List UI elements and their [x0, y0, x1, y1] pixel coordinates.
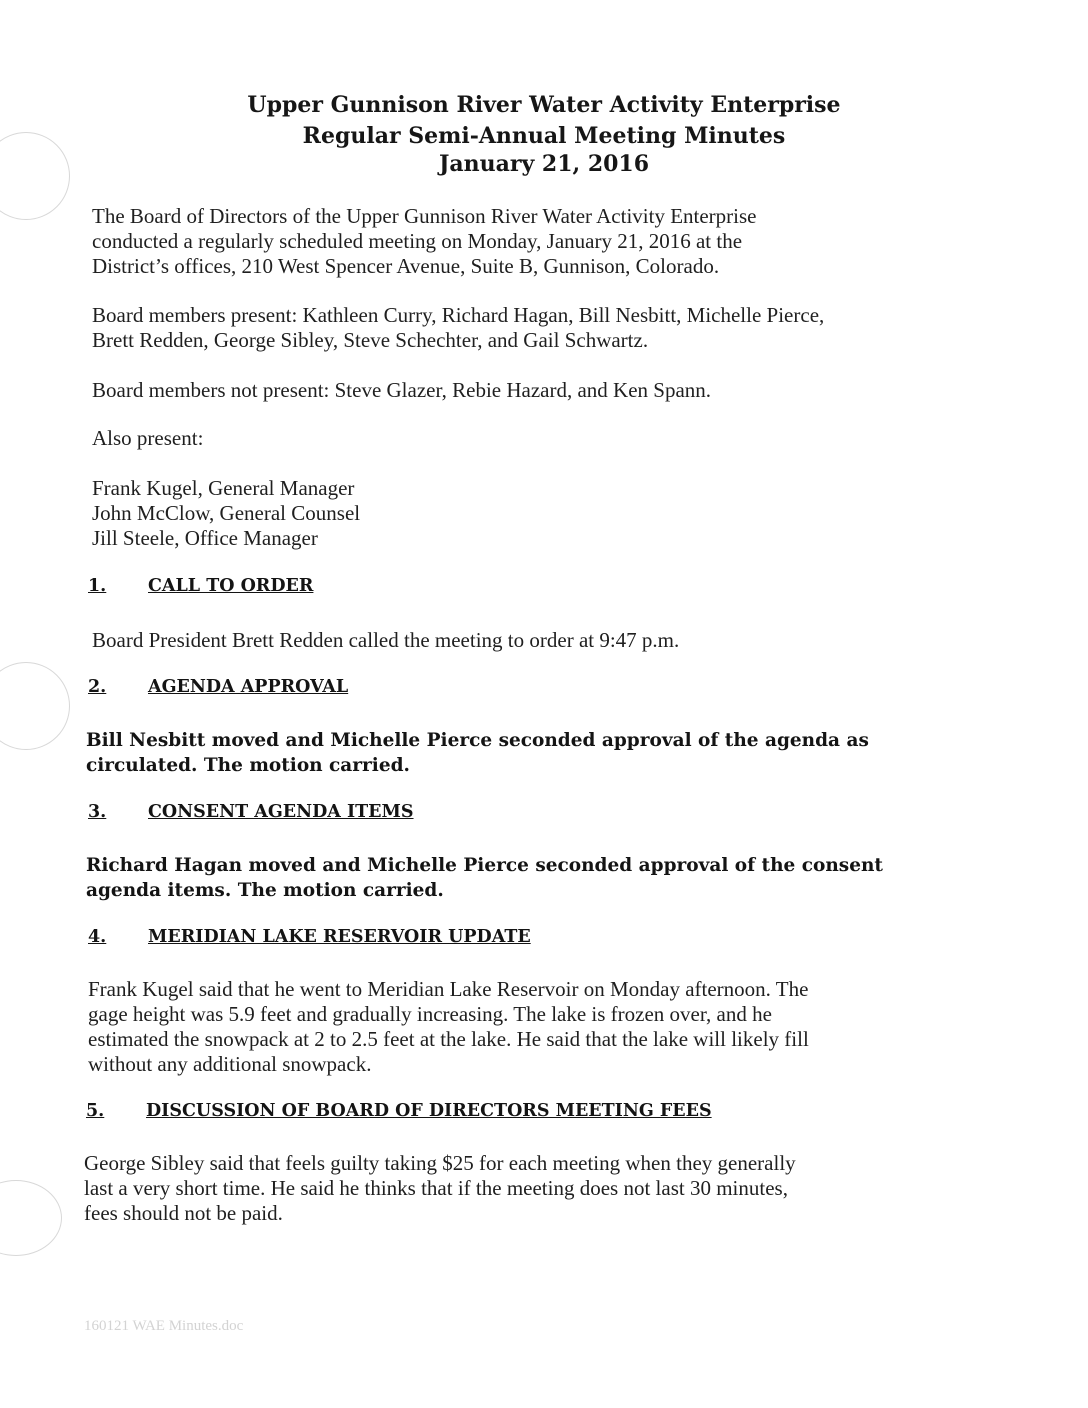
section-heading-label: AGENDA APPROVAL — [148, 677, 349, 697]
list-item: Jill Steele, Office Manager — [92, 526, 318, 550]
text-line: estimated the snowpack at 2 to 2.5 feet at the lake. He said that the lake will likely fill — [88, 1027, 809, 1051]
list-item: Frank Kugel, General Manager — [92, 476, 355, 500]
text-line: without any additional snowpack. — [88, 1052, 372, 1076]
text-line: Board President Brett Redden called the meeting to order at 9:47 p.m. — [92, 628, 680, 652]
section-number: 4. — [88, 927, 107, 947]
motion-line: agenda items. The motion carried. — [86, 880, 444, 901]
document-title-date: January 21, 2016 — [438, 151, 650, 177]
section-heading-call-to-order — [88, 576, 313, 596]
section-body-consent-agenda — [86, 853, 996, 903]
section-heading-label: CALL TO ORDER — [148, 576, 314, 596]
text-line: fees should not be paid. — [84, 1201, 283, 1225]
section-body-agenda-approval — [86, 728, 996, 778]
section-number: 2. — [88, 677, 107, 697]
motion-line: circulated. The motion carried. — [86, 755, 410, 776]
section-number: 3. — [88, 802, 107, 822]
text-line: Board members not present: Steve Glazer, Rebie Hazard, and Ken Spann. — [92, 378, 712, 402]
section-heading-label: MERIDIAN LAKE RESERVOIR UPDATE — [148, 927, 531, 947]
also-present-label — [92, 426, 1002, 451]
hole-punch-middle — [0, 662, 70, 750]
document-filename-footer: 160121 WAE Minutes.doc — [84, 1318, 244, 1334]
text-line: conducted a regularly scheduled meeting on Monday, January 21, 2016 at the — [92, 229, 743, 253]
section-heading-meridian-lake — [88, 927, 531, 947]
text-line: Brett Redden, George Sibley, Steve Schechter, and Gail Schwartz. — [92, 328, 649, 352]
section-heading-meeting-fees — [86, 1101, 712, 1121]
section-body-call-to-order — [92, 628, 1002, 653]
text-line: George Sibley said that feels guilty taking $25 for each meeting when they generally — [84, 1151, 796, 1175]
text-line: last a very short time. He said he thinks that if the meeting does not last 30 minutes, — [84, 1176, 788, 1200]
section-number: 1. — [88, 576, 107, 596]
section-heading-consent-agenda — [88, 802, 414, 822]
members-not-present-paragraph — [92, 378, 1002, 403]
intro-paragraph — [92, 204, 1002, 279]
section-heading-label: CONSENT AGENDA ITEMS — [148, 802, 414, 822]
also-present-list — [92, 476, 1002, 551]
section-heading-agenda-approval — [88, 677, 348, 697]
text-line: The Board of Directors of the Upper Gunnison River Water Activity Enterprise — [92, 204, 757, 228]
text-line: Board members present: Kathleen Curry, Richard Hagan, Bill Nesbitt, Michelle Pierce, — [92, 303, 825, 327]
text-line: gage height was 5.9 feet and gradually increasing. The lake is frozen over, and he — [88, 1002, 772, 1026]
document-title-org: Upper Gunnison River Water Activity Enterprise — [247, 92, 841, 118]
motion-line: Richard Hagan moved and Michelle Pierce seconded approval of the consent — [86, 855, 883, 876]
motion-line: Bill Nesbitt moved and Michelle Pierce seconded approval of the agenda as — [86, 730, 869, 751]
section-body-meridian-lake — [88, 977, 998, 1077]
text-line: Also present: — [92, 426, 204, 450]
section-number: 5. — [86, 1101, 105, 1121]
list-item: John McClow, General Counsel — [92, 501, 361, 525]
members-present-paragraph — [92, 303, 1002, 353]
text-line: District’s offices, 210 West Spencer Avenue, Suite B, Gunnison, Colorado. — [92, 254, 720, 278]
section-heading-label: DISCUSSION OF BOARD OF DIRECTORS MEETING FEES — [146, 1101, 712, 1121]
document-title-meeting: Regular Semi-Annual Meeting Minutes — [302, 123, 786, 149]
text-line: Frank Kugel said that he went to Meridian Lake Reservoir on Monday afternoon. The — [88, 977, 809, 1001]
section-body-meeting-fees — [84, 1151, 994, 1226]
hole-punch-bottom — [0, 1180, 62, 1256]
